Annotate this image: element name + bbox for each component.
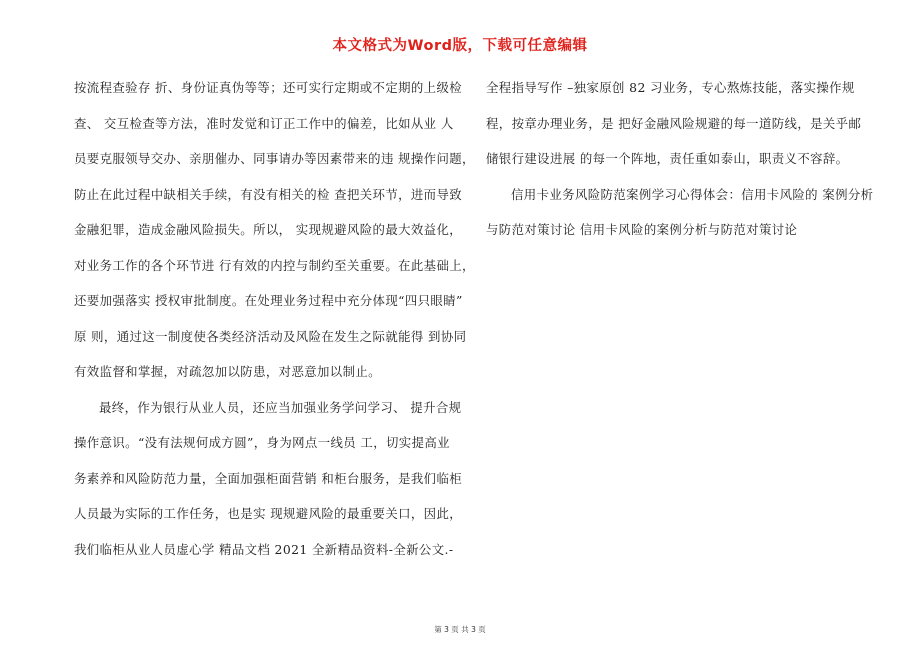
left-text-column [74, 70, 475, 567]
text-line: 按流程查验存 折、身份证真伪等等；还可实行定期或不定期的上级检 [74, 80, 463, 95]
text-line: 防止在此过程中缺相关手续，有没有相关的检 查把关环节，进而导致 [74, 186, 463, 202]
text-line: 程，按章办理业务，是 把好金融风险规避的每一道防线，是关乎邮 [486, 115, 862, 131]
page-footer: 第 3 页 共 3 页 [434, 625, 486, 634]
text-line: 原 则，通过这一制度使各类经济活动及风险在发生之际就能得 到协同 [74, 328, 467, 344]
text-line: 与防范对策讨论 信用卡风险的案例分析与防范对策讨论 [486, 222, 798, 237]
text-line: 人员最为实际的工作任务，也是实 现规避风险的最重要关口，因此， [74, 506, 463, 521]
right-text-column [486, 70, 874, 248]
text-line: 查、 交互检查等方法，准时发觉和订正工作中的偏差，比如从业 人 [74, 115, 454, 131]
text-line: 金融犯罪，造成金融风险损失。所以， 实现规避风险的最大效益化， [74, 222, 463, 237]
text-line: 操作意识。“没有法规何成方圆”，身为网点一线员 工，切实提高业 [74, 435, 450, 450]
text-line: 我们临柜从业人员虚心学 精品文档 2021 全新精品资料-全新公文.- [74, 541, 454, 557]
text-line: 还要加强落实 授权审批制度。在处理业务过程中充分体现“四只眼睛” [74, 293, 463, 308]
text-line: 全程指导写作 –独家原创 82 习业务，专心熬炼技能，落实操作规 [486, 80, 855, 95]
text-line: 务素养和风险防范力量，全面加强柜面营销 和柜台服务，是我们临柜 [74, 470, 463, 486]
text-line: 储银行建设进展 的每一个阵地，责任重如泰山，职责义不容辞。 [486, 151, 849, 166]
document-header-title: 本文格式为Word版，下载可任意编辑 [332, 38, 588, 54]
text-line: 最终，作为银行从业人员，还应当加强业务学问学习、 提升合规 [99, 399, 462, 415]
text-line: 员要克服领导交办、亲朋催办、同事请办等因素带来的违 规操作问题， [74, 151, 475, 166]
text-line: 对业务工作的各个环节进 行有效的内控与制约至关重要。在此基础上， [74, 257, 475, 273]
text-line: 有效监督和掌握，对疏忽加以防患，对恶意加以制止。 [74, 364, 381, 379]
text-line: 信用卡业务风险防范案例学习心得体会：信用卡风险的 案例分析 [511, 186, 874, 202]
